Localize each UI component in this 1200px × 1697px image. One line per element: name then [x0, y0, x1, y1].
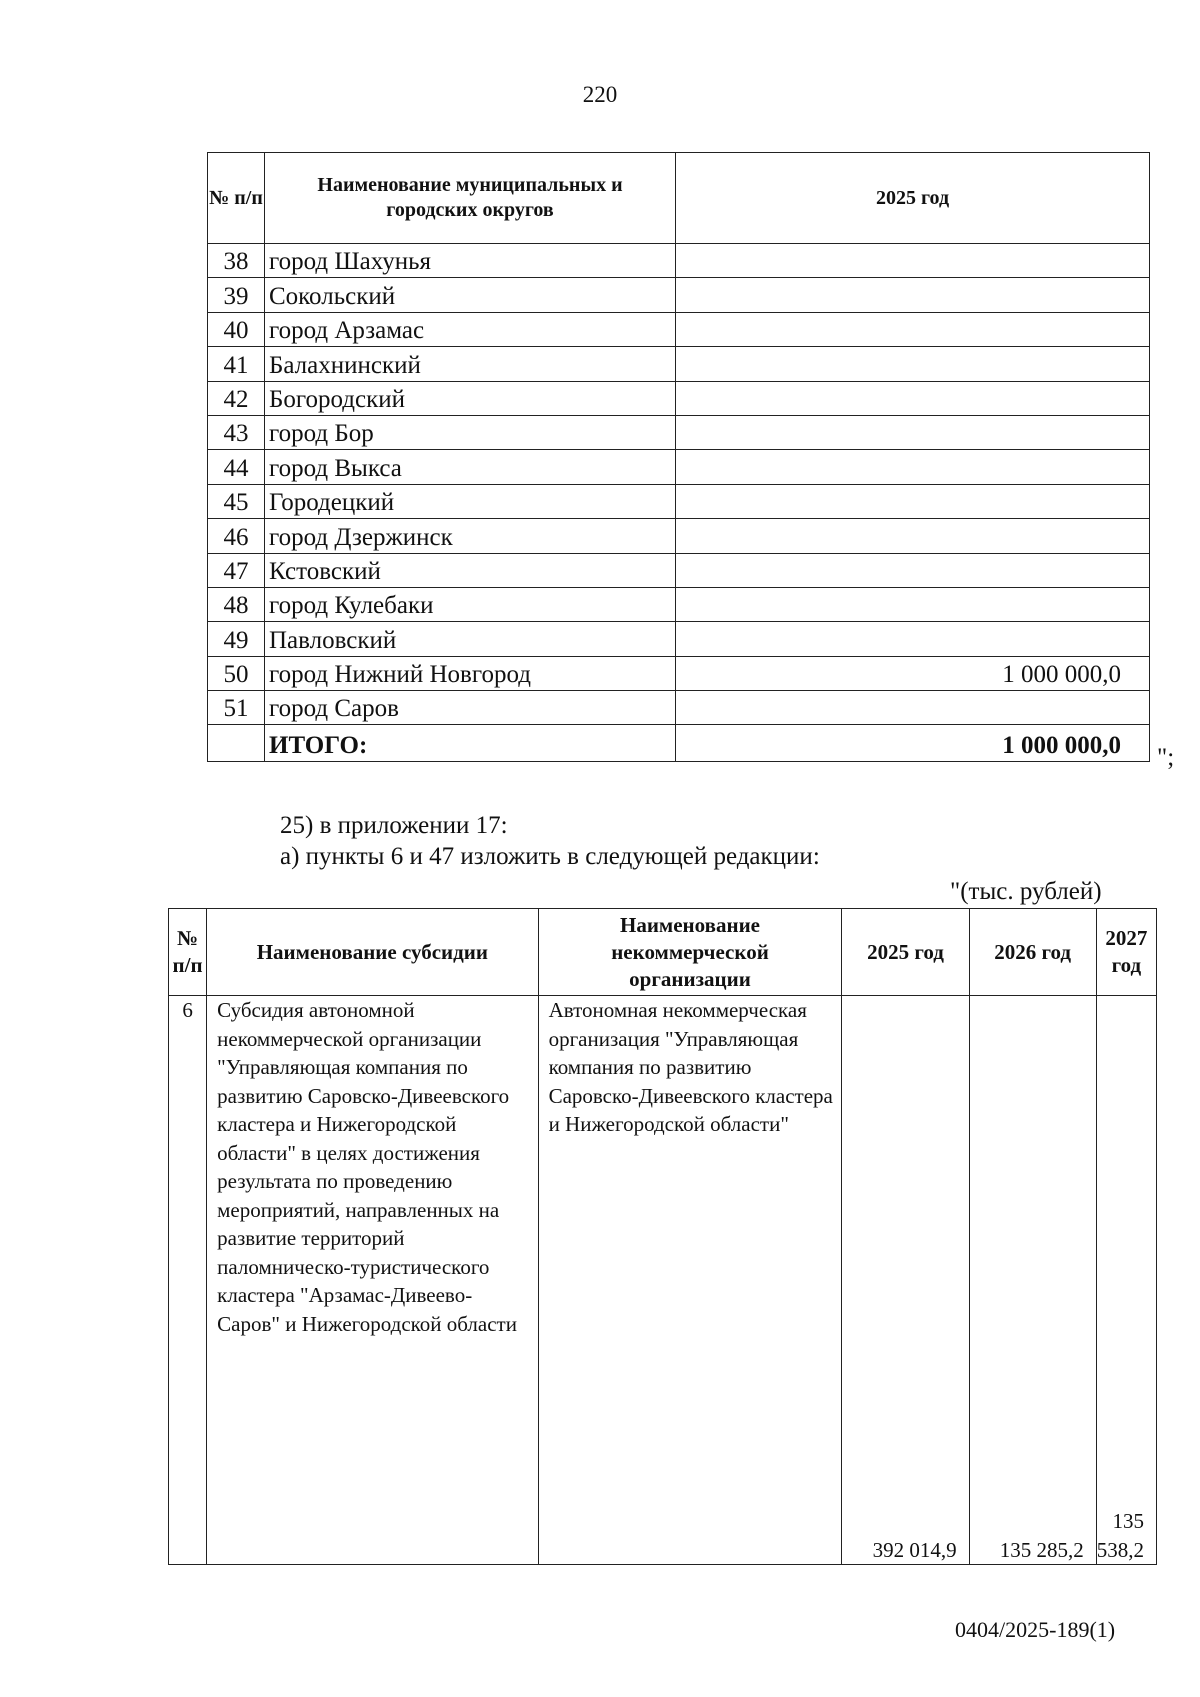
- header-2026: 2026 год: [969, 909, 1096, 996]
- row-num: 49: [208, 622, 265, 656]
- header-num: № п/п: [208, 153, 265, 244]
- row-value: [676, 278, 1150, 312]
- row-name: город Кулебаки: [265, 587, 676, 621]
- row-name: город Саров: [265, 691, 676, 725]
- municipal-allocation-table: [207, 152, 1150, 762]
- table-header-row: [208, 153, 1150, 244]
- row-name: город Нижний Новгород: [265, 656, 676, 690]
- amendment-line-1: 25) в приложении 17:: [280, 812, 508, 839]
- row-num: 42: [208, 381, 265, 415]
- closing-quote: ";: [1157, 744, 1175, 771]
- row-num: 40: [208, 312, 265, 346]
- row-value: [676, 553, 1150, 587]
- table-row: [208, 450, 1150, 484]
- total-label: ИТОГО:: [265, 725, 676, 762]
- row-num: 47: [208, 553, 265, 587]
- amendment-line-2: а) пункты 6 и 47 изложить в следующей редакции:: [280, 843, 820, 870]
- row-num: 46: [208, 519, 265, 553]
- header-year: 2025 год: [676, 153, 1150, 244]
- table-row: [208, 484, 1150, 518]
- table-row: [208, 244, 1150, 278]
- organization-name: Автономная некоммерческая организация "Управляющая компания по развитию Саровско-Дивеевского кластера и Нижегородской области": [538, 996, 842, 1565]
- total-num: [208, 725, 265, 762]
- row-num: 48: [208, 587, 265, 621]
- row-num: 41: [208, 347, 265, 381]
- table-row: [169, 996, 1157, 1565]
- row-value: [676, 244, 1150, 278]
- table-row: [208, 312, 1150, 346]
- row-num: 43: [208, 415, 265, 449]
- table-body: [208, 244, 1150, 762]
- row-value: [676, 312, 1150, 346]
- row-num: 45: [208, 484, 265, 518]
- subsidy-table: [168, 908, 1157, 1565]
- amount-2025: 392 014,9: [842, 996, 969, 1565]
- table-row: [208, 519, 1150, 553]
- table-header-row: [169, 909, 1157, 996]
- amount-2027: 135 538,2: [1096, 996, 1156, 1565]
- header-name: Наименование муниципальных и городских округов: [265, 153, 676, 244]
- total-row: [208, 725, 1150, 762]
- header-subsidy: Наименование субсидии: [207, 909, 538, 996]
- row-value: [676, 381, 1150, 415]
- units-label: "(тыс. рублей): [950, 878, 1102, 905]
- table-row: [208, 415, 1150, 449]
- row-num: 6: [169, 996, 207, 1565]
- row-name: Балахнинский: [265, 347, 676, 381]
- row-value: [676, 622, 1150, 656]
- table-row: [208, 553, 1150, 587]
- row-name: город Бор: [265, 415, 676, 449]
- table-row: [208, 691, 1150, 725]
- row-name: Богородский: [265, 381, 676, 415]
- row-value: [676, 415, 1150, 449]
- row-name: Павловский: [265, 622, 676, 656]
- row-value: [676, 450, 1150, 484]
- row-num: 51: [208, 691, 265, 725]
- row-value: 1 000 000,0: [676, 656, 1150, 690]
- header-org: Наименование некоммерческой организации: [538, 909, 842, 996]
- row-value: [676, 484, 1150, 518]
- row-name: Городецкий: [265, 484, 676, 518]
- row-name: город Арзамас: [265, 312, 676, 346]
- table-row: [208, 347, 1150, 381]
- row-num: 44: [208, 450, 265, 484]
- document-code: 0404/2025-189(1): [955, 1617, 1116, 1642]
- page-number: 220: [582, 82, 618, 107]
- table-row: [208, 381, 1150, 415]
- header-2027: 2027 год: [1096, 909, 1156, 996]
- row-value: [676, 519, 1150, 553]
- row-name: Кстовский: [265, 553, 676, 587]
- row-value: [676, 691, 1150, 725]
- row-name: город Шахунья: [265, 244, 676, 278]
- total-value: 1 000 000,0: [676, 725, 1150, 762]
- subsidy-name: Субсидия автономной некоммерческой организации "Управляющая компания по развитию Саровско-Дивеевского кластера и Нижегородской области" в целях достижения результата по проведению мероприятий, направленных на развитие территорий паломническо-туристического кластера "Арзамас-Дивеево-Саров" и Нижегородской области: [207, 996, 538, 1565]
- header-num: № п/п: [169, 909, 207, 996]
- row-num: 39: [208, 278, 265, 312]
- table-row: [208, 656, 1150, 690]
- row-name: Сокольский: [265, 278, 676, 312]
- table-row: [208, 622, 1150, 656]
- row-value: [676, 347, 1150, 381]
- row-num: 38: [208, 244, 265, 278]
- row-name: город Дзержинск: [265, 519, 676, 553]
- table-row: [208, 587, 1150, 621]
- row-value: [676, 587, 1150, 621]
- amount-2026: 135 285,2: [969, 996, 1096, 1565]
- row-name: город Выкса: [265, 450, 676, 484]
- header-2025: 2025 год: [842, 909, 969, 996]
- table-row: [208, 278, 1150, 312]
- row-num: 50: [208, 656, 265, 690]
